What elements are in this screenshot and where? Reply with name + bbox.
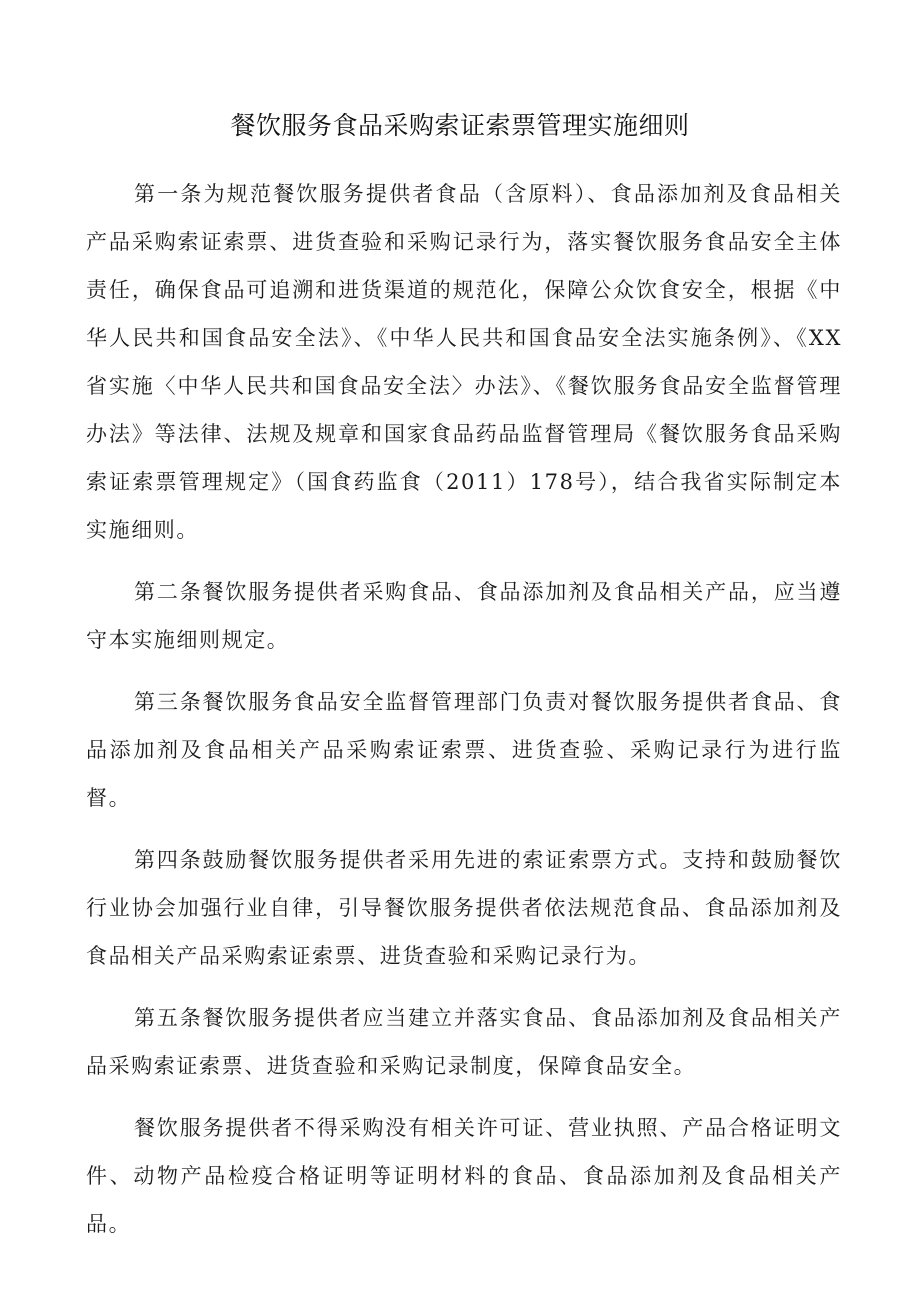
document-title: 餐饮服务食品采购索证索票管理实施细则 bbox=[230, 111, 690, 140]
article-3-paragraph: 第三条餐饮服务食品安全监督管理部门负责对餐饮服务提供者食品、食品添加剂及食品相关产品采购索证索票、进货查验、采购记录行为进行监督。 bbox=[86, 690, 842, 810]
article-4-paragraph: 第四条鼓励餐饮服务提供者采用先进的索证索票方式。支持和鼓励餐饮行业协会加强行业自律，引导餐饮服务提供者依法规范食品、食品添加剂及食品相关产品采购索证索票、进货查验和采购记录行为。 bbox=[86, 848, 842, 968]
document-body bbox=[86, 170, 842, 1262]
article-2-paragraph: 第二条餐饮服务提供者采购食品、食品添加剂及食品相关产品，应当遵守本实施细则规定。 bbox=[86, 580, 842, 652]
article-5-paragraph: 第五条餐饮服务提供者应当建立并落实食品、食品添加剂及食品相关产品采购索证索票、进货查验和采购记录制度，保障食品安全。 bbox=[86, 1006, 842, 1078]
article-5-continuation-paragraph: 餐饮服务提供者不得采购没有相关许可证、营业执照、产品合格证明文件、动物产品检疫合格证明等证明材料的食品、食品添加剂及食品相关产品。 bbox=[86, 1116, 842, 1236]
article-1-paragraph: 第一条为规范餐饮服务提供者食品（含原料）、食品添加剂及食品相关产品采购索证索票、进货查验和采购记录行为，落实餐饮服务食品安全主体责任，确保食品可追溯和进货渠道的规范化，保障公众饮食安全，根据《中华人民共和国食品安全法》、《中华人民共和国食品安全法实施条例》、《XX省实施〈中华人民共和国食品安全法〉办法》、《餐饮服务食品安全监督管理办法》等法律、法规及规章和国家食品药品监督管理局《餐饮服务食品采购索证索票管理规定》（国食药监食（2011）178号），结合我省实际制定本实施细则。 bbox=[86, 182, 842, 542]
